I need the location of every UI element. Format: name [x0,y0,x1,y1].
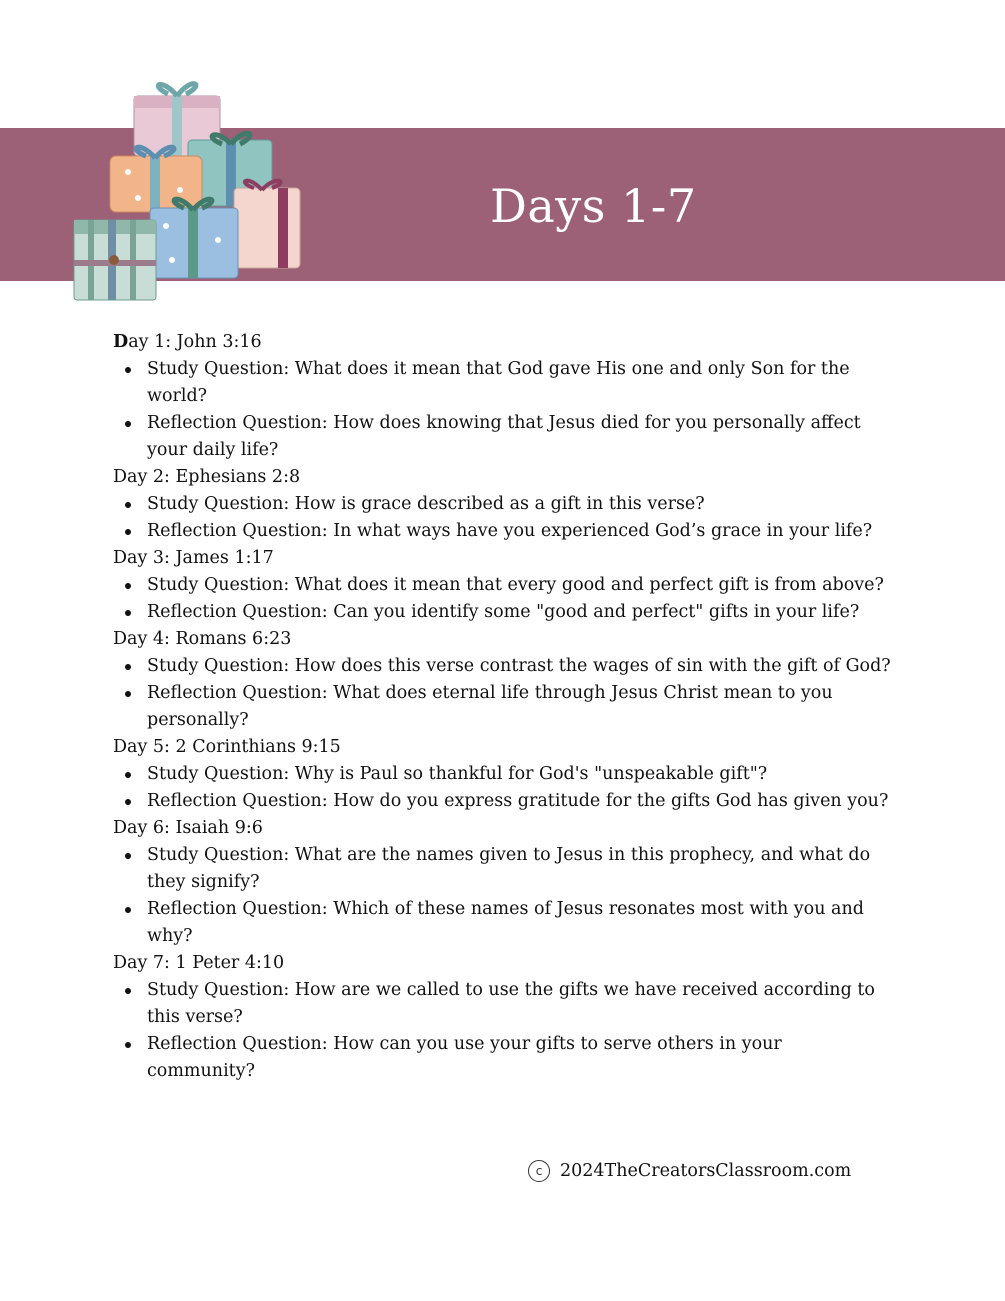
study-question: Study Question: How are we called to use the gifts we have received according to this verse? [113,977,903,1031]
reflection-question: Reflection Question: What does eternal life through Jesus Christ mean to you personally? [113,680,903,734]
study-question: Study Question: Why is Paul so thankful for God's "unspeakable gift"? [113,761,903,788]
study-question: Study Question: What does it mean that every good and perfect gift is from above? [113,572,903,599]
study-content [113,329,903,1085]
question-list [113,977,903,1085]
day-section [113,734,903,815]
day-heading-text: ay 1: John 3:16 [128,332,262,352]
reflection-question: Reflection Question: How do you express gratitude for the gifts God has given you? [113,788,903,815]
question-list [113,653,903,734]
day-section [113,626,903,734]
day-heading: Day 5: 2 Corinthians 9:15 [113,737,341,757]
day-section [113,329,903,464]
day-heading: Day 7: 1 Peter 4:10 [113,953,285,973]
question-list [113,356,903,464]
copyright-icon: c [528,1160,550,1182]
footer-copyright [528,1160,851,1182]
reflection-question: Reflection Question: How does knowing that Jesus died for you personally affect your daily life? [113,410,903,464]
question-list [113,761,903,815]
footer-text: 2024TheCreatorsClassroom.com [560,1161,852,1181]
day-heading: Day 4: Romans 6:23 [113,629,292,649]
study-question: Study Question: What does it mean that God gave His one and only Son for the world? [113,356,903,410]
day-heading: Day 2: Ephesians 2:8 [113,467,301,487]
gift-boxes-illustration [68,70,308,305]
reflection-question: Reflection Question: In what ways have you experienced God’s grace in your life? [113,518,903,545]
page-title: Days 1-7 [490,179,697,233]
reflection-question: Reflection Question: How can you use your gifts to serve others in your community? [113,1031,903,1085]
question-list [113,491,903,545]
day-section [113,950,903,1085]
study-question: Study Question: How does this verse contrast the wages of sin with the gift of God? [113,653,903,680]
question-list [113,572,903,626]
study-question: Study Question: What are the names given to Jesus in this prophecy, and what do they signify? [113,842,903,896]
day-section [113,464,903,545]
day-section [113,815,903,950]
day-heading: Day 6: Isaiah 9:6 [113,818,263,838]
day-section [113,545,903,626]
question-list [113,842,903,950]
study-question: Study Question: How is grace described as a gift in this verse? [113,491,903,518]
reflection-question: Reflection Question: Which of these names of Jesus resonates most with you and why? [113,896,903,950]
day-heading-initial: D [113,332,129,352]
reflection-question: Reflection Question: Can you identify some "good and perfect" gifts in your life? [113,599,903,626]
day-heading [113,329,903,356]
day-heading: Day 3: James 1:17 [113,548,274,568]
